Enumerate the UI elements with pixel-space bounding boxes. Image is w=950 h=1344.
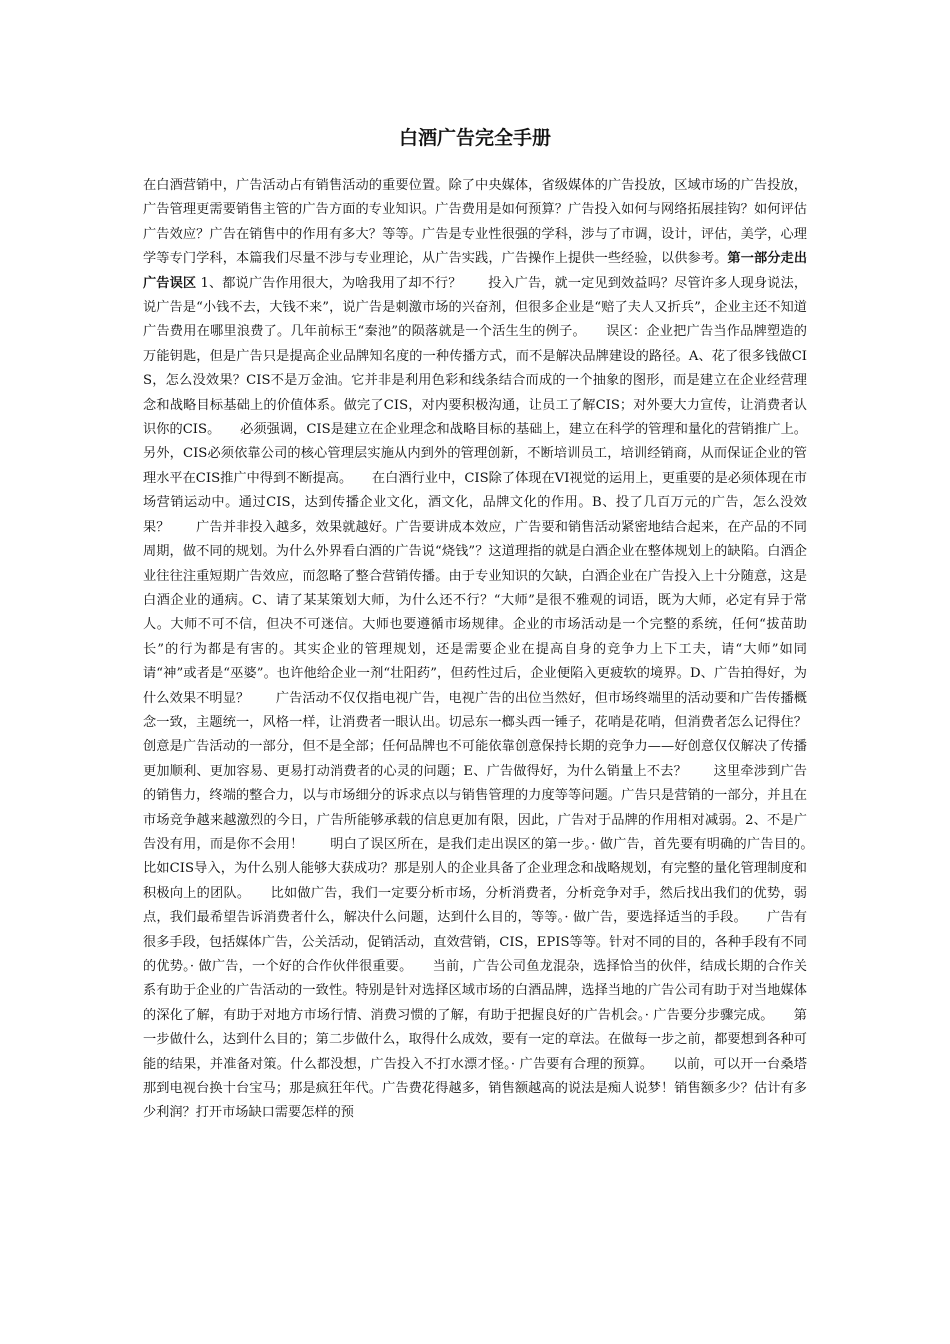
body-text: 1、都说广告作用很大，为啥我用了却不行？ 投入广告，就一定见到效益吗？尽管许多人现身说法，说广告是“小钱不去，大钱不来”，说广告是刺激市场的兴奋剂，但很多企业是“赔了夫人又折兵”，企业主还不知道广告费用在哪里浪费了。几年前标王“秦池”的陨落就是一个活生生的例子。 误区：企业把广告当作品牌塑造的万能钥匙，但是广告只是提高企业品牌知名度的一种传播方式，而不是解决品牌建设的路径。A、花了很多钱做CIS，怎么没效果？CIS不是万金油。它并非是利用色彩和线条结合而成的一个抽象的图形，而是建立在企业经营理念和战略目标基础上的价值体系。做完了CIS，对内要积极沟通，让员工了解CIS；对外要大力宣传，让消费者认识你的CIS。 必须强调，CIS是建立在企业理念和战略目标的基础上，建立在科学的管理和量化的营销推广上。另外，CIS必须依靠公司的核心管理层实施从内到外的管理创新，不断培训员工，培训经销商，从而保证企业的管理水平在CIS推广中得到不断提高。 在白酒行业中，CIS除了体现在VI视觉的运用上，更重要的是必须体现在市场营销运动中。通过CIS，达到传播企业文化，酒文化，品牌文化的作用。B、投了几百万元的广告，怎么没效果？ 广告并非投入越多，效果就越好。广告要讲成本效应，广告要和销售活动紧密地结合起来，在产品的不同周期，做不同的规划。为什么外界看白酒的广告说“烧钱”？这道理指的就是白酒企业在整体规划上的缺陷。白酒企业往往注重短期广告效应，而忽略了整合营销传播。由于专业知识的欠缺，白酒企业在广告投入上十分随意，这是白酒企业的通病。C、请了某某策划大师，为什么还不行？“大师”是很不雅观的词语，既为大师，必定有异于常人。大师不可不信，但决不可迷信。大师也要遵循市场规律。企业的市场活动是一个完整的系统，任何“拔苗助长”的行为都是有害的。其实企业的管理规划，还是需要企业在提高自身的竞争力上下工夫，请“大师”如同请“神”或者是“巫婆”。也许他给企业一剂“壮阳药”，但药性过后，企业便陷入更疲软的境界。D、广告拍得好，为什么效果不明显？ 广告活动不仅仅指电视广告，电视广告的出位当然好，但市场终端里的活动要和广告传播概念一致，主题统一，风格一样，让消费者一眼认出。切忌东一榔头西一锤子，花哨是花哨，但消费者怎么记得住？创意是广告活动的一部分，但不是全部；任何品牌也不可能依靠创意保持长期的竞争力——好创意仅仅解决了传播更加顺利、更加容易、更易打动消费者的心灵的问题；E、广告做得好，为什么销量上不去？ 这里牵涉到广告的销售力，终端的整合力，以与市场细分的诉求点以与销售管理的力度等等问题。广告只是营销的一部分，并且在市场竞争越来越激烈的今日，广告所能够承载的信息更加有限，因此，广告对于品牌的作用相对减弱。2、不是广告没有用，而是你不会用！ 明白了误区所在，是我们走出误区的第一步。· 做广告，首先要有明确的广告目的。 比如CIS导入，为什么别人能够大获成功？那是别人的企业具备了企业理念和战略规划，有完整的量化管理制度和积极向上的团队。 比如做广告，我们一定要分析市场，分析消费者，分析竞争对手，然后找出我们的优势，弱点，我们最希望告诉消费者什么，解决什么问题，达到什么目的，等等。· 做广告，要选择适当的手段。 广告有很多手段，包括媒体广告，公关活动，促销活动，直效营销，CIS，EPIS等等。针对不同的目的，各种手段有不同的优势。· 做广告，一个好的合作伙伴很重要。 当前，广告公司鱼龙混杂，选择恰当的伙伴，结成长期的合作关系有助于企业的广告活动的一致性。特别是针对选择区域市场的白酒品牌，选择当地的广告公司有助于对当地媒体的深化了解，有助于对地方市场行情、消费习惯的了解，有助于把握良好的广告机会。· 广告要分步骤完成。 第一步做什么，达到什么目的；第二步做什么，取得什么成效，要有一定的章法。在做每一步之前，都要想到各种可能的结果，并准备对策。什么都没想，广告投入不打水漂才怪。· 广告要有合理的预算。 以前，可以开一台桑塔那到电视台换十台宝马；那是疯狂年代。广告费花得越多，销售额越高的说法是痴人说梦！销售额多少？估计有多少利润？打开市场缺口需要怎样的预	[143, 275, 834, 1121]
document-title: 白酒广告完全手册	[398, 127, 551, 149]
document-body	[143, 174, 834, 1126]
body-intro: 在白酒营销中，广告活动占有销售活动的重要位置。除了中央媒体，省级媒体的广告投放，区域市场的广告投放，广告管理更需要销售主管的广告方面的专业知识。广告费用是如何预算？广告投入如何与网络拓展挂钩？如何评估广告效应？广告在销售中的作用有多大？等等。广告是专业性很强的学科，涉与了市调，设计，评估，美学，心理学等专门学科，本篇我们尽量不涉与专业理论，从广告实践，广告操作上提供一些经验，以供参考。	[143, 178, 807, 267]
part-one-heading: 第一部分走出广告误区	[143, 251, 808, 291]
